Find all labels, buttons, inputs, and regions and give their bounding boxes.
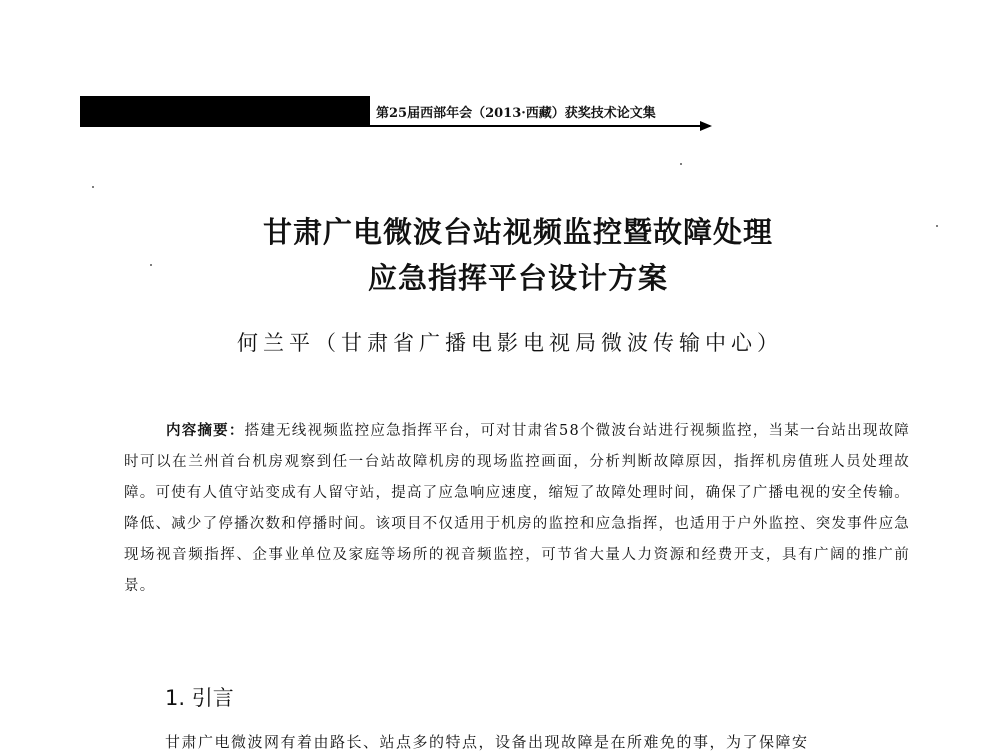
- abstract-paragraph: [124, 416, 910, 602]
- paper-author: 何兰平（甘肃省广播电影电视局微波传输中心）: [237, 331, 783, 355]
- header-proceedings-title: 第25届西部年会（2013·西藏）获奖技术论文集: [376, 106, 656, 121]
- header-black-bar: [80, 96, 370, 126]
- scan-speck: [92, 186, 94, 188]
- paper-title-line-1: 甘肃广电微波台站视频监控暨故障处理: [262, 215, 773, 249]
- header-rule-arrow: [700, 121, 712, 131]
- abstract-label: 内容摘要：: [166, 423, 245, 439]
- body-text-first-line: 甘肃广电微波网有着由路长、站点多的特点，设备出现故障是在所难免的事，为了保障安: [165, 733, 809, 751]
- section-heading-introduction: 1. 引言: [165, 686, 234, 710]
- paper-title-line-2: 应急指挥平台设计方案: [367, 261, 668, 295]
- scan-speck: [680, 163, 682, 165]
- header-rule: [80, 125, 710, 127]
- abstract-text: 搭建无线视频监控应急指挥平台，可对甘肃省58个微波台站进行视频监控，当某一台站出现故障时可以在兰州首台机房观察到任一台站故障机房的现场监控画面，分析判断故障原因，指挥机房值班人员处理故障。可使有人值守站变成有人留守站，提高了应急响应速度，缩短了故障处理时间，确保了广播电视的安全传输。降低、减少了停播次数和停播时间。该项目不仅适用于机房的监控和应急指挥，也适用于户外监控、突发事件应急现场视音频指挥、企事业单位及家庭等场所的视音频监控，可节省大量人力资源和经费开支，具有广阔的推广前景。: [124, 423, 911, 594]
